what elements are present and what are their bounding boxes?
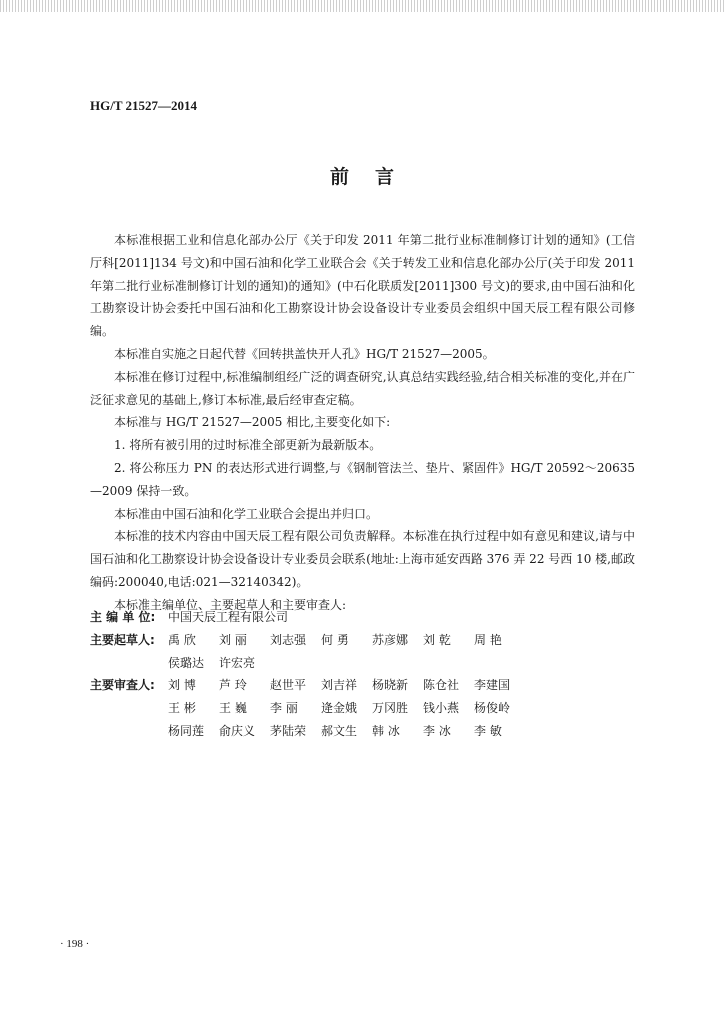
chief-unit-value: 中国天辰工程有限公司: [168, 610, 289, 624]
drafter-names: [168, 629, 525, 652]
person-name: 刘 丽: [219, 632, 247, 647]
person-name: 韩 冰: [372, 723, 400, 738]
paragraph: 本标准在修订过程中,标准编制组经广泛的调查研究,认真总结实践经验,结合相关标准的变化,并在广泛征求意见的基础上,修订本标准,最后经审查定稿。: [90, 369, 635, 407]
list-item: 1. 将所有被引用的过时标准全部更新为最新版本。: [114, 438, 382, 453]
page-number: · 198 ·: [60, 938, 90, 950]
person-name: 钱小燕: [423, 701, 460, 716]
person-name: 李 丽: [270, 701, 298, 716]
reviewers-row-3: [90, 720, 525, 743]
reviewers-label: 主要审查人:: [90, 678, 155, 693]
person-name: 侯璐达: [168, 655, 205, 670]
person-name: 赵世平: [270, 678, 307, 693]
person-name: 俞庆义: [219, 723, 256, 738]
person-name: 杨俊岭: [474, 701, 511, 716]
reviewer-names: [168, 697, 525, 720]
drafters-row: [90, 629, 525, 652]
drafters-row-2: [90, 652, 525, 675]
paragraph: 本标准主编单位、主要起草人和主要审查人:: [114, 597, 347, 612]
paragraph: 本标准的技术内容由中国天辰工程有限公司负责解释。本标准在执行过程中如有意见和建议,请与中国石油和化工勘察设计协会设备设计专业委员会联系(地址:上海市延安西路 376 弄 22 号西 10 楼,邮政编码:200040,电话:021—32140342)。: [90, 529, 635, 589]
reviewers-row: [90, 674, 525, 697]
people-list: [90, 606, 525, 743]
person-name: 万冈胜: [372, 701, 409, 716]
person-name: 杨同莲: [168, 723, 205, 738]
person-name: 何 勇: [321, 632, 349, 647]
person-name: 刘 乾: [423, 632, 451, 647]
paragraph: 本标准由中国石油和化学工业联合会提出并归口。: [114, 506, 379, 521]
person-name: 逄金娥: [321, 701, 358, 716]
list-item: 2. 将公称压力 PN 的表达形式进行调整,与《钢制管法兰、垫片、紧固件》HG/T 20592～20635—2009 保持一致。: [90, 460, 635, 498]
paragraph: 本标准根据工业和信息化部办公厅《关于印发 2011 年第二批行业标准制修订计划的通知》(工信厅科[2011]134 号文)和中国石油和化学工业联合会《关于转发工业和信息化部办公厅(关于印发 2011 年第二批行业标准制修订计划的通知)的通知》(中石化联质发[2011]300 号文)的要求,由中国石油和化工勘察设计协会委托中国石油和化工勘察设计协会设备设计专业委员会组织中国天辰工程有限公司修编。: [90, 233, 635, 339]
person-name: 李 冰: [423, 723, 451, 738]
reviewer-names: [168, 720, 525, 743]
person-name: 刘志强: [270, 632, 307, 647]
scan-edge: [0, 0, 724, 12]
paragraph: 本标准自实施之日起代替《回转拱盖快开人孔》HG/T 21527—2005。: [114, 346, 495, 361]
person-name: 芦 玲: [219, 678, 247, 693]
page-title: 前言: [329, 166, 420, 188]
reviewer-names: [168, 674, 525, 697]
person-name: 茅陆荣: [270, 723, 307, 738]
person-name: 苏彦娜: [372, 632, 409, 647]
drafter-names: [168, 652, 270, 675]
chief-unit-row: [90, 606, 525, 629]
person-name: 王 彬: [168, 701, 196, 716]
chief-unit-label: 主 编 单 位:: [90, 610, 156, 624]
person-name: 郝文生: [321, 723, 358, 738]
person-name: 刘 博: [168, 678, 196, 693]
person-name: 李 敏: [474, 723, 502, 738]
person-name: 陈仓社: [423, 678, 460, 693]
person-name: 周 艳: [474, 632, 502, 647]
foreword-body: [90, 229, 635, 617]
person-name: 王 巍: [219, 701, 247, 716]
person-name: 许宏亮: [219, 655, 256, 670]
person-name: 禹 欣: [168, 632, 196, 647]
person-name: 李建国: [474, 678, 511, 693]
drafters-label: 主要起草人:: [90, 632, 155, 647]
paragraph: 本标准与 HG/T 21527—2005 相比,主要变化如下:: [114, 415, 391, 430]
reviewers-row-2: [90, 697, 525, 720]
standard-code: HG/T 21527—2014: [90, 98, 198, 113]
person-name: 刘吉祥: [321, 678, 358, 693]
person-name: 杨晓新: [372, 678, 409, 693]
